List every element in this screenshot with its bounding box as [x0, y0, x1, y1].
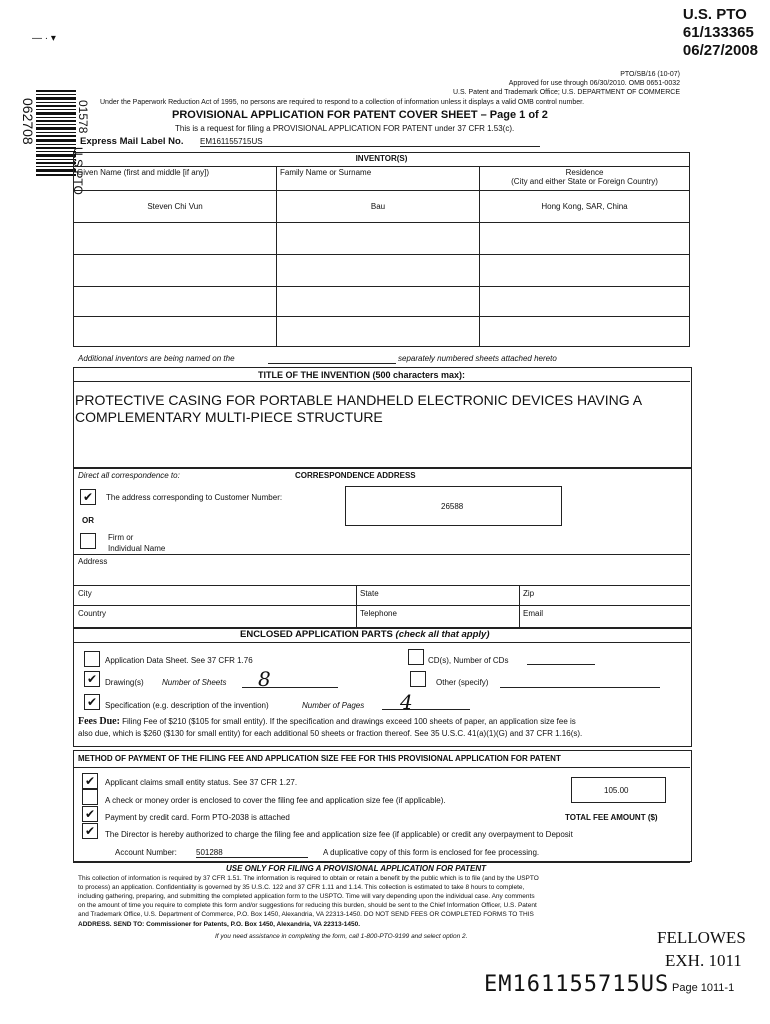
telephone-label: Telephone	[360, 609, 397, 618]
total-fee-label: TOTAL FEE AMOUNT ($)	[565, 813, 658, 822]
side-stamp-pto: U.S.PTO	[71, 147, 85, 195]
footer-divider	[73, 862, 690, 863]
payment-divider	[73, 767, 690, 768]
sheets-blank	[242, 687, 338, 688]
inventor-1-family: Bau	[277, 191, 480, 223]
pages-label: Number of Pages	[302, 701, 365, 710]
empty-cell	[277, 287, 480, 317]
director-checkbox[interactable]: ✔	[82, 823, 98, 839]
city-state-divider	[356, 585, 357, 627]
other-checkbox[interactable]	[410, 671, 426, 687]
sheets-value: 8	[258, 667, 271, 691]
stamp-line-2: 61/133365	[682, 24, 754, 41]
burden-line-3: including gathering, preparing, and submitting the completed application form to the USPTO. Time will vary depending upon the individual case. Any comments	[78, 893, 535, 900]
city-divider	[73, 585, 690, 586]
duplicate-copy-label: A duplicative copy of this form is enclosed for fee processing.	[323, 848, 540, 857]
correspondence-heading: CORRESPONDENCE ADDRESS	[295, 471, 416, 480]
express-mail-number: EM161155715US	[200, 137, 540, 147]
col-residence-b: (City and either State or Foreign Country)	[511, 177, 658, 186]
zip-label: Zip	[523, 589, 535, 598]
burden-line-4: on the amount of time you require to complete this form and/or suggestions for reducing this burden, should be sent to the Chief Information Officer, U.S. Patent	[78, 902, 537, 909]
account-number-value: 501288	[196, 848, 308, 858]
state-label: State	[360, 589, 379, 598]
empty-cell	[480, 287, 690, 317]
enclosed-heading	[240, 629, 490, 640]
address-divider	[73, 554, 690, 555]
empty-cell	[480, 317, 690, 347]
side-barcode	[36, 90, 76, 180]
corner-mark: — · ▾	[32, 33, 56, 44]
additional-inventors-blank	[268, 363, 396, 364]
credit-card-label: Payment by credit card. Form PTO-2038 is attached	[105, 813, 290, 822]
firm-label-a: Firm or	[108, 533, 134, 542]
enclosed-divider	[73, 642, 690, 643]
uspto-stamp	[683, 6, 758, 60]
specification-label: Specification (e.g. description of the invention)	[105, 701, 269, 710]
drawings-checkbox[interactable]: ✔	[84, 671, 100, 687]
col-given-name: Given Name (first and middle [if any])	[74, 167, 277, 191]
empty-cell	[74, 317, 277, 347]
exhibit-party: FELLOWES	[657, 928, 746, 947]
specification-checkbox[interactable]: ✔	[84, 694, 100, 710]
pages-value: 4	[400, 690, 413, 714]
app-data-sheet-label: Application Data Sheet. See 37 CFR 1.76	[105, 656, 253, 665]
empty-cell	[74, 223, 277, 255]
credit-card-checkbox[interactable]: ✔	[82, 806, 98, 822]
col-family-name: Family Name or Surname	[277, 167, 480, 191]
customer-number-checkbox[interactable]: ✔	[80, 489, 96, 505]
address-label: Address	[78, 557, 108, 566]
form-id: PTO/SB/16 (10-07)	[620, 71, 680, 78]
side-stamp-date: 062708	[20, 98, 36, 145]
title-line-2: COMPLEMENTARY MULTI-PIECE STRUCTURE	[75, 409, 383, 425]
burden-line-2: to process) an application. Confidentiality is governed by 35 U.S.C. 122 and 37 CFR 1.11 and 1.14. This collection is estimated to take 8 hours to complete,	[78, 884, 525, 891]
paperwork-notice: Under the Paperwork Reduction Act of 1995, no persons are required to respond to a collection of information unless it displays a valid OMB control number.	[100, 99, 585, 106]
exhibit-number: EXH. 1011	[665, 951, 742, 970]
burden-line-5: and Trademark Office, U.S. Department of Commerce, P.O. Box 1450, Alexandria, VA 22313-1450. DO NOT SEND FEES OR COMPLETED FORMS TO THIS	[78, 911, 534, 918]
customer-number-value: 26588	[441, 502, 464, 511]
payment-heading: METHOD OF PAYMENT OF THE FILING FEE AND APPLICATION SIZE FEE FOR THIS PROVISIONAL APPLICATION FOR PATENT	[78, 754, 561, 763]
account-number-label: Account Number:	[115, 848, 177, 857]
enclosed-heading-note: (check all that apply)	[395, 629, 490, 640]
small-entity-label: Applicant claims small entity status. See 37 CFR 1.27.	[105, 778, 298, 787]
page-number: Page 1011-1	[672, 982, 735, 994]
stamp-line-3: 06/27/2008	[682, 42, 758, 59]
burden-line-1: This collection of information is required by 37 CFR 1.51. The information is required to obtain or retain a benefit by the public which is to file (and by the USPTO	[78, 875, 539, 882]
fees-due-label: Fees Due:	[78, 716, 120, 727]
col-residence-a: Residence	[565, 168, 604, 177]
empty-cell	[74, 255, 277, 287]
customer-number-label: The address corresponding to Customer Number:	[106, 493, 283, 502]
burden-line-6: ADDRESS. SEND TO: Commissioner for Patents, P.O. Box 1450, Alexandria, VA 22313-1450.	[78, 921, 361, 928]
empty-cell	[74, 287, 277, 317]
express-mail-label: Express Mail Label No.	[80, 136, 184, 147]
additional-inventors-a: Additional inventors are being named on the	[78, 354, 235, 363]
cds-checkbox[interactable]	[408, 649, 424, 665]
agency-line: U.S. Patent and Trademark Office; U.S. DEPARTMENT OF COMMERCE	[452, 89, 680, 96]
pages-blank	[382, 709, 470, 710]
empty-cell	[480, 223, 690, 255]
city-label: City	[78, 589, 92, 598]
state-zip-divider	[519, 585, 520, 627]
omb-approved: Approved for use through 06/30/2010. OMB 0651-0032	[508, 80, 680, 87]
fees-due-line-2: also due, which is $260 ($130 for small entity) for each additional 50 sheets or fraction thereof. See 35 U.S.C. 41(a)(1)(G) and 37 CFR 1.16(s).	[78, 729, 583, 738]
check-checkbox[interactable]	[82, 789, 98, 805]
side-stamp-number: 01578	[76, 100, 90, 134]
stamp-line-1: U.S. PTO	[682, 6, 747, 23]
inventor-1-residence: Hong Kong, SAR, China	[480, 191, 690, 223]
total-fee-value: 105.00	[604, 786, 629, 795]
empty-cell	[277, 223, 480, 255]
request-line: This is a request for filing a PROVISIONAL APPLICATION FOR PATENT under 37 CFR 1.53(c).	[175, 124, 515, 133]
title-line-1: PROTECTIVE CASING FOR PORTABLE HANDHELD ELECTRONIC DEVICES HAVING A	[75, 392, 643, 408]
inventor-1-given: Steven Chi Vun	[74, 191, 277, 223]
sheets-label: Number of Sheets	[162, 678, 227, 687]
title-label: TITLE OF THE INVENTION (500 characters max):	[258, 370, 466, 380]
enclosed-heading-label: ENCLOSED APPLICATION PARTS	[240, 629, 393, 640]
empty-cell	[277, 255, 480, 287]
fees-due-text-1: Filing Fee of $210 ($105 for small entity). If the specification and drawings exceed 100 sheets of paper, an application size fee is	[122, 717, 576, 726]
small-entity-checkbox[interactable]: ✔	[82, 773, 98, 789]
cds-label: CD(s), Number of CDs	[428, 656, 509, 665]
email-label: Email	[523, 609, 544, 618]
drawings-label: Drawing(s)	[105, 678, 144, 687]
firm-checkbox[interactable]	[80, 533, 96, 549]
empty-cell	[277, 317, 480, 347]
col-residence	[480, 167, 690, 191]
check-label: A check or money order is enclosed to cover the filing fee and application size fee (if applicable).	[105, 796, 446, 805]
use-only-heading: USE ONLY FOR FILING A PROVISIONAL APPLICATION FOR PATENT	[226, 864, 487, 873]
country-label: Country	[78, 609, 107, 618]
fees-due-line-1	[78, 716, 576, 727]
express-barcode-text: EM161155715US	[484, 972, 670, 997]
additional-inventors-b: separately numbered sheets attached hereto	[398, 354, 557, 363]
app-data-sheet-checkbox[interactable]	[84, 651, 100, 667]
other-blank	[500, 687, 660, 688]
director-label: The Director is hereby authorized to charge the filing fee and application size fee (if applicable) or credit any overpayment to Deposit	[105, 830, 573, 839]
assistance-line: If you need assistance in completing the form, call 1-800-PTO-9199 and select option 2.	[215, 933, 468, 940]
inventors-heading: INVENTOR(S)	[74, 153, 690, 167]
title-divider	[73, 381, 690, 382]
country-divider	[73, 605, 690, 606]
other-label: Other (specify)	[436, 678, 489, 687]
form-title: PROVISIONAL APPLICATION FOR PATENT COVER SHEET – Page 1 of 2	[172, 109, 548, 121]
firm-label-b: Individual Name	[108, 544, 166, 553]
direct-correspondence: Direct all correspondence to:	[78, 471, 180, 480]
cds-blank	[527, 664, 595, 665]
or-label: OR	[82, 516, 94, 525]
empty-cell	[480, 255, 690, 287]
inventors-table	[73, 152, 690, 347]
